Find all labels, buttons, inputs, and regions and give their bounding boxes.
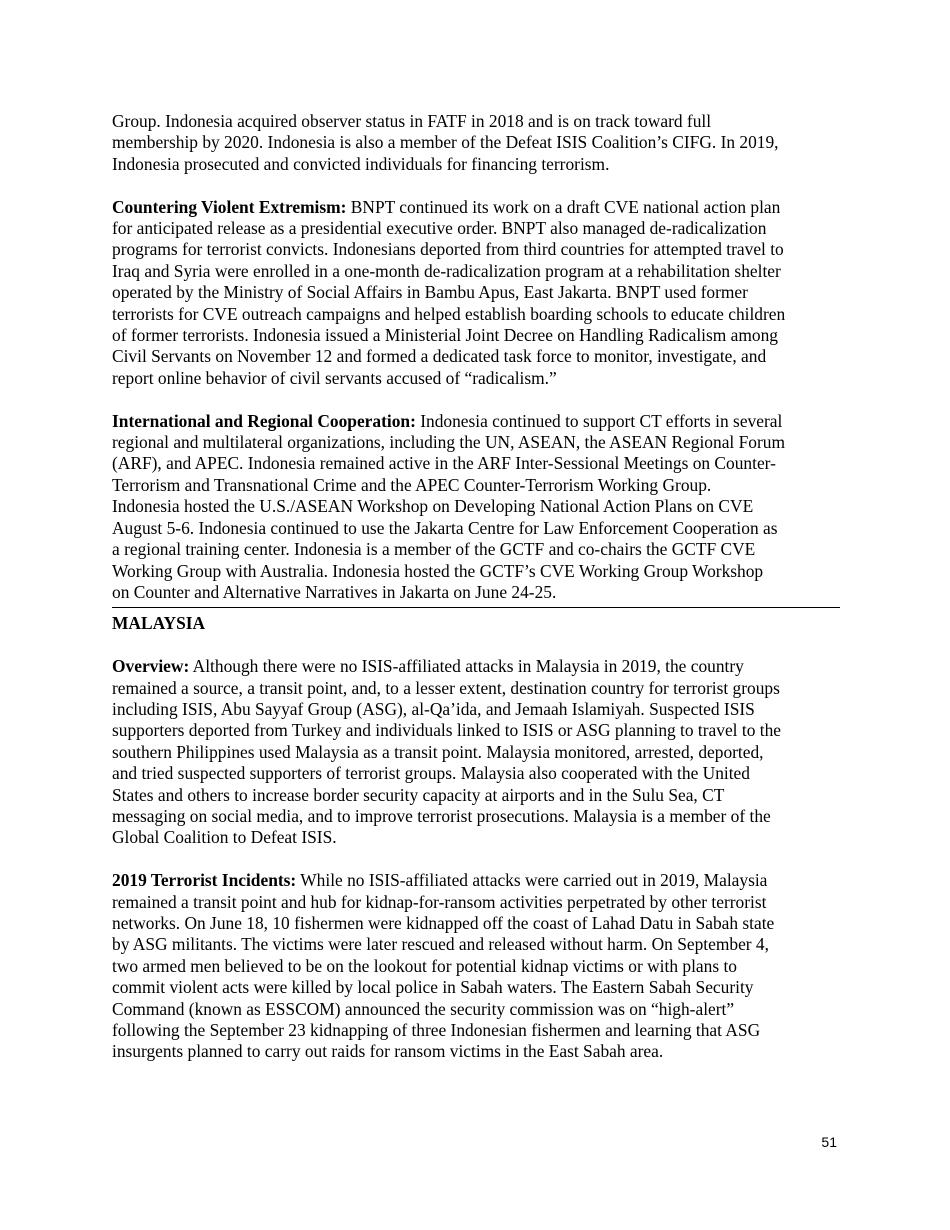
incidents-heading: 2019 Terrorist Incidents: [112,870,297,891]
section-title-malaysia: MALAYSIA [112,613,206,634]
intl-heading: International and Regional Cooperation: [112,410,416,431]
cve-text: BNPT continued its work on a draft CVE national action plan for anticipated release as a presidential executive order. BNPT also managed de-radicalization programs for terrorist convicts. Indonesians deported from third countries for attempted travel to Iraq and Syria were enrolled in a one-month de-radicalization program at a rehabilitation shelter operated by the Ministry of Social Affairs in Bambu Apus, East Jakarta. BNPT used former terrorists for CVE outreach campaigns and helped establish boarding schools to educate children of former terrorists. Indonesia issued a Ministerial Joint Decree on Handling Radicalism among Civil Servants on November 12 and formed a dedicated task force to monitor, investigate, and report online behavior of civil servants accused of “radicalism.” [112,196,786,388]
paragraph-terrorist-incidents [112,870,840,1063]
paragraph-countering-violent-extremism [112,197,840,390]
intl-text: Indonesia continued to support CT efforts in several regional and multilateral organizations, including the UN, ASEAN, the ASEAN Regional Forum (ARF), and APEC. Indonesia remained active in the ARF Inter-Sessional Meetings on Counter- Terrorism and Transnational Crime and the APEC Counter-Terrorism Working Group. Indonesia hosted the U.S./ASEAN Workshop on Developing National Action Plans on CVE August 5-6. Indonesia continued to use the Jakarta Centre for Law Enforcement Cooperation as a regional training center. Indonesia is a member of the GCTF and co-chairs the GCTF CVE Working Group with Australia. Indonesia hosted the GCTF’s CVE Working Group Workshop on Counter and Alternative Narratives in Jakarta on June 24-25. [112,410,785,602]
paragraph-overview [112,656,840,849]
overview-text: Although there were no ISIS-affiliated attacks in Malaysia in 2019, the country remained a source, a transit point, and, to a lesser extent, destination country for terrorist groups including ISIS, Abu Sayyaf Group (ASG), al-Qa’ida, and Jemaah Islamiyah. Suspected ISIS supporters deported from Turkey and individuals linked to ISIS or ASG planning to travel to the southern Philippines used Malaysia as a transit point. Malaysia monitored, arrested, deported, and tried suspected supporters of terrorist groups. Malaysia also cooperated with the United States and others to increase border security capacity at airports and in the Sulu Sea, CT messaging on social media, and to improve terrorist prosecutions. Malaysia is a member of the Global Coalition to Defeat ISIS. [112,656,781,848]
document-page [112,111,840,1063]
section-divider [112,607,840,608]
paragraph-terrorism-financing-continued: Group. Indonesia acquired observer status in FATF in 2018 and is on track toward full membership by 2020. Indonesia is also a member of the Defeat ISIS Coalition’s CIFG. In 2019, Indonesia prosecuted and convicted individuals for financing terrorism. [112,111,779,174]
paragraph-international-cooperation [112,411,840,604]
overview-heading: Overview: [112,656,190,677]
incidents-text: While no ISIS-affiliated attacks were carried out in 2019, Malaysia remained a transit point and hub for kidnap-for-ransom activities perpetrated by other terrorist networks. On June 18, 10 fishermen were kidnapped off the coast of Lahad Datu in Sabah state by ASG militants. The victims were later rescued and released without harm. On September 4, two armed men believed to be on the lookout for potential kidnap victims or with plans to commit violent acts were killed by local police in Sabah waters. The Eastern Sabah Security Command (known as ESSCOM) announced the security commission was on “high-alert” following the September 23 kidnapping of three Indonesian fishermen and learning that ASG insurgents planned to carry out raids for ransom victims in the East Sabah area. [112,870,775,1062]
page-number: 51 [821,1134,837,1150]
cve-heading: Countering Violent Extremism: [112,196,347,217]
